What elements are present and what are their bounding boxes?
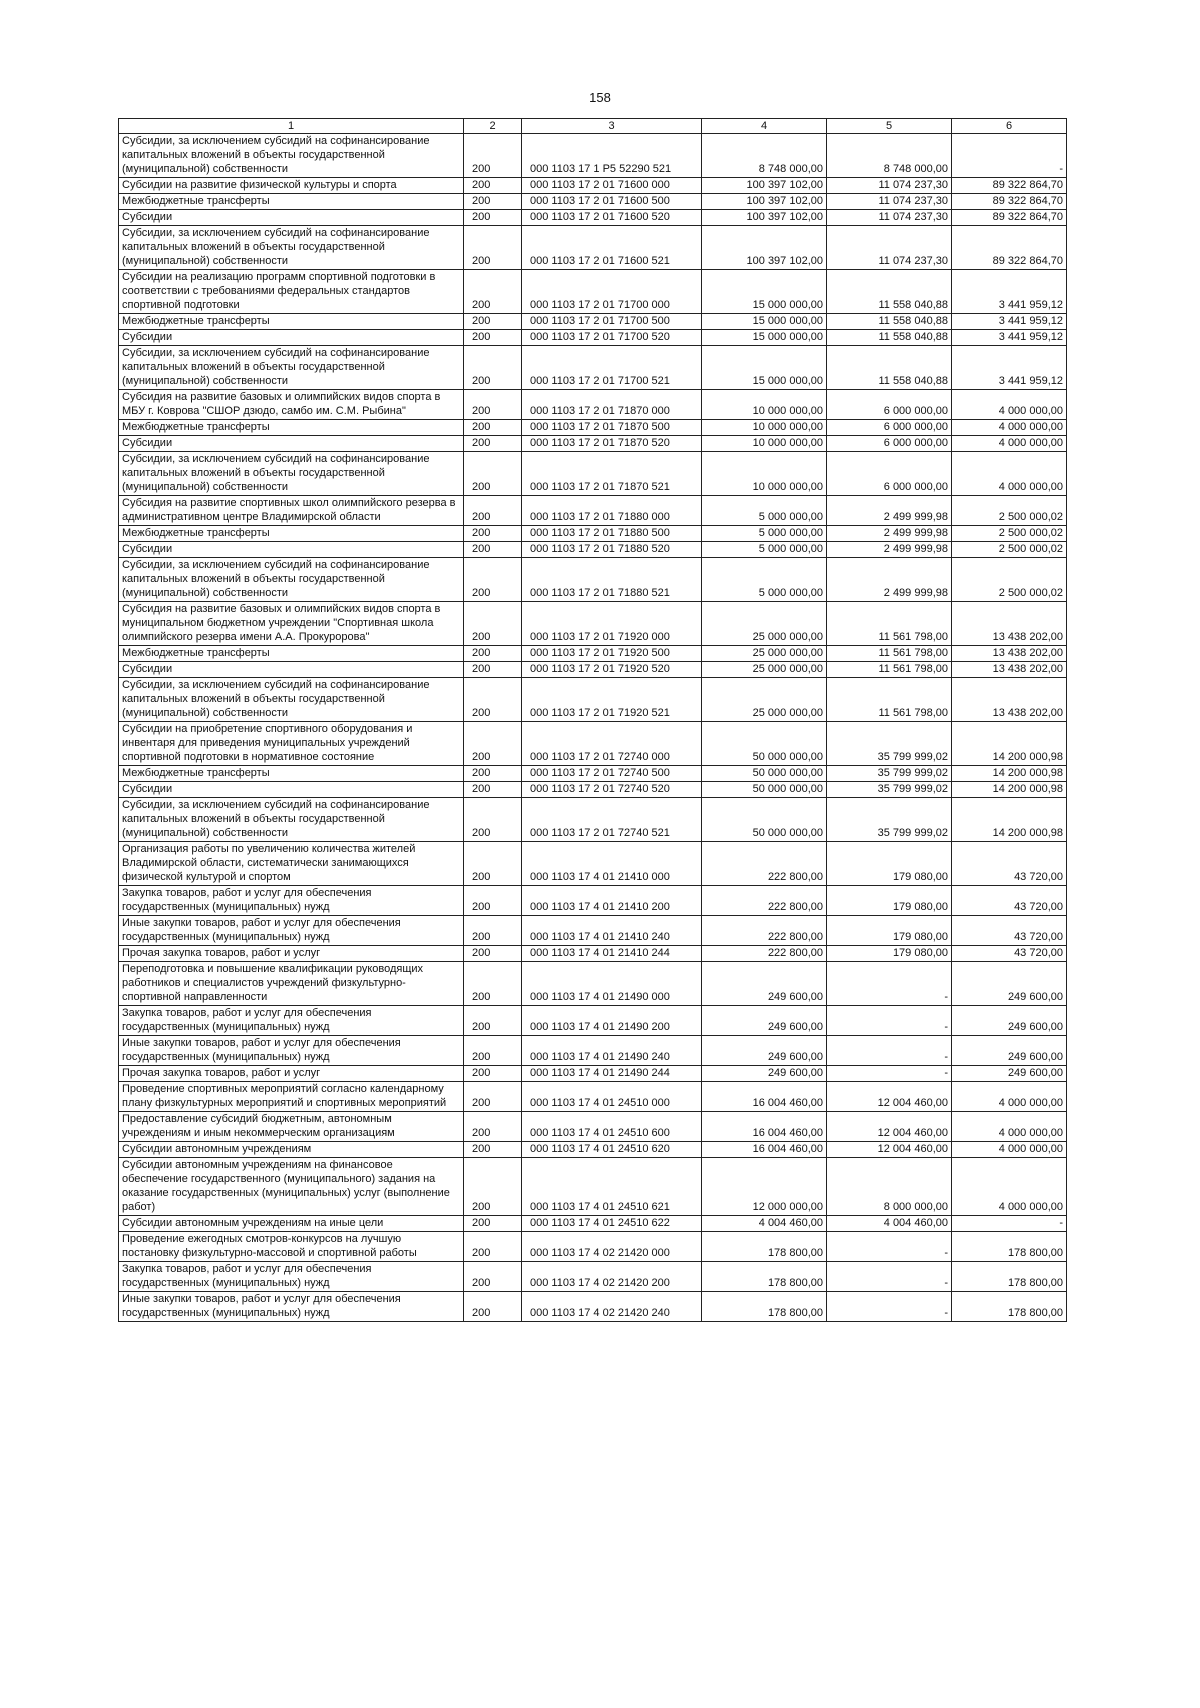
table-row — [119, 1082, 1067, 1112]
admin-code-cell: 200 — [464, 886, 522, 916]
table-row — [119, 662, 1067, 678]
unexecuted-amount-cell: - — [952, 134, 1067, 178]
table-row — [119, 782, 1067, 798]
executed-amount-cell: 11 558 040,88 — [827, 330, 952, 346]
approved-amount-cell: 10 000 000,00 — [702, 420, 827, 436]
approved-amount-cell: 100 397 102,00 — [702, 178, 827, 194]
approved-amount-cell: 50 000 000,00 — [702, 782, 827, 798]
table-row — [119, 646, 1067, 662]
admin-code-cell: 200 — [464, 1142, 522, 1158]
unexecuted-amount-cell: 3 441 959,12 — [952, 314, 1067, 330]
table-row — [119, 946, 1067, 962]
unexecuted-amount-cell: 4 000 000,00 — [952, 1142, 1067, 1158]
column-header: 4 — [702, 119, 827, 134]
approved-amount-cell: 25 000 000,00 — [702, 602, 827, 646]
item-name-cell: Субсидии автономным учреждениям на финансовое обеспечение государственного (муниципального) задания на оказание государственных (муниципальных) услуг (выполнение работ) — [119, 1158, 464, 1216]
approved-amount-cell: 15 000 000,00 — [702, 346, 827, 390]
approved-amount-cell: 222 800,00 — [702, 886, 827, 916]
approved-amount-cell: 10 000 000,00 — [702, 436, 827, 452]
budget-code-cell: 000 1103 17 2 01 71870 521 — [522, 452, 702, 496]
table-row — [119, 496, 1067, 526]
approved-amount-cell: 100 397 102,00 — [702, 210, 827, 226]
table-body — [119, 134, 1067, 1322]
unexecuted-amount-cell: 2 500 000,02 — [952, 496, 1067, 526]
approved-amount-cell: 178 800,00 — [702, 1292, 827, 1322]
table-row — [119, 602, 1067, 646]
item-name-cell: Субсидии на развитие физической культуры и спорта — [119, 178, 464, 194]
budget-code-cell: 000 1103 17 2 01 71880 500 — [522, 526, 702, 542]
executed-amount-cell: 35 799 999,02 — [827, 798, 952, 842]
unexecuted-amount-cell: 3 441 959,12 — [952, 330, 1067, 346]
approved-amount-cell: 222 800,00 — [702, 916, 827, 946]
executed-amount-cell: 11 074 237,30 — [827, 210, 952, 226]
budget-code-cell: 000 1103 17 2 01 71920 000 — [522, 602, 702, 646]
unexecuted-amount-cell: 4 000 000,00 — [952, 1112, 1067, 1142]
unexecuted-amount-cell: 43 720,00 — [952, 946, 1067, 962]
budget-code-cell: 000 1103 17 4 01 24510 621 — [522, 1158, 702, 1216]
item-name-cell: Субсидии на реализацию программ спортивной подготовки в соответствии с требованиями федеральных стандартов спортивной подготовки — [119, 270, 464, 314]
admin-code-cell: 200 — [464, 420, 522, 436]
table-row — [119, 178, 1067, 194]
table-row — [119, 420, 1067, 436]
table-row — [119, 1066, 1067, 1082]
unexecuted-amount-cell: 178 800,00 — [952, 1262, 1067, 1292]
executed-amount-cell: 6 000 000,00 — [827, 436, 952, 452]
admin-code-cell: 200 — [464, 602, 522, 646]
executed-amount-cell: 179 080,00 — [827, 886, 952, 916]
approved-amount-cell: 15 000 000,00 — [702, 330, 827, 346]
budget-code-cell: 000 1103 17 2 01 71600 000 — [522, 178, 702, 194]
table-row — [119, 226, 1067, 270]
approved-amount-cell: 100 397 102,00 — [702, 226, 827, 270]
unexecuted-amount-cell: 13 438 202,00 — [952, 646, 1067, 662]
admin-code-cell: 200 — [464, 1036, 522, 1066]
item-name-cell: Субсидии, за исключением субсидий на софинансирование капитальных вложений в объекты государственной (муниципальной) собственности — [119, 452, 464, 496]
budget-code-cell: 000 1103 17 2 01 71880 520 — [522, 542, 702, 558]
executed-amount-cell: - — [827, 962, 952, 1006]
executed-amount-cell: 11 074 237,30 — [827, 194, 952, 210]
admin-code-cell: 200 — [464, 330, 522, 346]
admin-code-cell: 200 — [464, 436, 522, 452]
budget-code-cell: 000 1103 17 4 01 24510 622 — [522, 1216, 702, 1232]
table-row — [119, 134, 1067, 178]
item-name-cell: Субсидии автономным учреждениям на иные цели — [119, 1216, 464, 1232]
budget-code-cell: 000 1103 17 4 01 21490 240 — [522, 1036, 702, 1066]
executed-amount-cell: 6 000 000,00 — [827, 420, 952, 436]
admin-code-cell: 200 — [464, 678, 522, 722]
table-row — [119, 1292, 1067, 1322]
column-header: 6 — [952, 119, 1067, 134]
approved-amount-cell: 10 000 000,00 — [702, 390, 827, 420]
table-row — [119, 1006, 1067, 1036]
executed-amount-cell: 11 558 040,88 — [827, 270, 952, 314]
table-row — [119, 798, 1067, 842]
executed-amount-cell: 2 499 999,98 — [827, 542, 952, 558]
budget-code-cell: 000 1103 17 4 01 24510 000 — [522, 1082, 702, 1112]
budget-table — [118, 118, 1067, 1322]
executed-amount-cell: 179 080,00 — [827, 842, 952, 886]
item-name-cell: Субсидии, за исключением субсидий на софинансирование капитальных вложений в объекты государственной (муниципальной) собственности — [119, 678, 464, 722]
admin-code-cell: 200 — [464, 194, 522, 210]
item-name-cell: Иные закупки товаров, работ и услуг для обеспечения государственных (муниципальных) нужд — [119, 1036, 464, 1066]
executed-amount-cell: 6 000 000,00 — [827, 452, 952, 496]
admin-code-cell: 200 — [464, 782, 522, 798]
executed-amount-cell: 2 499 999,98 — [827, 526, 952, 542]
table-row — [119, 270, 1067, 314]
item-name-cell: Прочая закупка товаров, работ и услуг — [119, 1066, 464, 1082]
approved-amount-cell: 249 600,00 — [702, 1006, 827, 1036]
budget-code-cell: 000 1103 17 4 01 24510 620 — [522, 1142, 702, 1158]
budget-code-cell: 000 1103 17 2 01 71920 521 — [522, 678, 702, 722]
executed-amount-cell: 11 558 040,88 — [827, 346, 952, 390]
executed-amount-cell: 35 799 999,02 — [827, 782, 952, 798]
executed-amount-cell: 8 000 000,00 — [827, 1158, 952, 1216]
approved-amount-cell: 249 600,00 — [702, 1036, 827, 1066]
item-name-cell: Прочая закупка товаров, работ и услуг — [119, 946, 464, 962]
approved-amount-cell: 5 000 000,00 — [702, 526, 827, 542]
executed-amount-cell: 11 074 237,30 — [827, 178, 952, 194]
unexecuted-amount-cell: 4 000 000,00 — [952, 452, 1067, 496]
admin-code-cell: 200 — [464, 798, 522, 842]
executed-amount-cell: - — [827, 1292, 952, 1322]
executed-amount-cell: 6 000 000,00 — [827, 390, 952, 420]
table-row — [119, 1142, 1067, 1158]
executed-amount-cell: 35 799 999,02 — [827, 722, 952, 766]
item-name-cell: Субсидии — [119, 662, 464, 678]
item-name-cell: Предоставление субсидий бюджетным, автономным учреждениям и иным некоммерческим организациям — [119, 1112, 464, 1142]
admin-code-cell: 200 — [464, 1158, 522, 1216]
unexecuted-amount-cell: 178 800,00 — [952, 1232, 1067, 1262]
item-name-cell: Иные закупки товаров, работ и услуг для обеспечения государственных (муниципальных) нужд — [119, 1292, 464, 1322]
item-name-cell: Проведение спортивных мероприятий согласно календарному плану физкультурных мероприятий и спортивных мероприятий — [119, 1082, 464, 1112]
item-name-cell: Переподготовка и повышение квалификации руководящих работников и специалистов учреждений физкультурно-спортивной направленности — [119, 962, 464, 1006]
unexecuted-amount-cell: 13 438 202,00 — [952, 602, 1067, 646]
item-name-cell: Межбюджетные трансферты — [119, 194, 464, 210]
item-name-cell: Субсидии — [119, 436, 464, 452]
approved-amount-cell: 178 800,00 — [702, 1262, 827, 1292]
budget-code-cell: 000 1103 17 1 P5 52290 521 — [522, 134, 702, 178]
unexecuted-amount-cell: 249 600,00 — [952, 962, 1067, 1006]
unexecuted-amount-cell: 3 441 959,12 — [952, 270, 1067, 314]
item-name-cell: Субсидии — [119, 330, 464, 346]
approved-amount-cell: 15 000 000,00 — [702, 270, 827, 314]
table-row — [119, 722, 1067, 766]
approved-amount-cell: 5 000 000,00 — [702, 496, 827, 526]
table-row — [119, 314, 1067, 330]
admin-code-cell: 200 — [464, 1216, 522, 1232]
budget-code-cell: 000 1103 17 4 01 21490 200 — [522, 1006, 702, 1036]
executed-amount-cell: 12 004 460,00 — [827, 1082, 952, 1112]
unexecuted-amount-cell: 4 000 000,00 — [952, 1082, 1067, 1112]
admin-code-cell: 200 — [464, 314, 522, 330]
item-name-cell: Субсидии автономным учреждениям — [119, 1142, 464, 1158]
budget-code-cell: 000 1103 17 2 01 72740 500 — [522, 766, 702, 782]
unexecuted-amount-cell: 89 322 864,70 — [952, 210, 1067, 226]
approved-amount-cell: 8 748 000,00 — [702, 134, 827, 178]
table-row — [119, 194, 1067, 210]
item-name-cell: Закупка товаров, работ и услуг для обеспечения государственных (муниципальных) нужд — [119, 886, 464, 916]
executed-amount-cell: - — [827, 1232, 952, 1262]
table-row — [119, 526, 1067, 542]
item-name-cell: Межбюджетные трансферты — [119, 766, 464, 782]
budget-code-cell: 000 1103 17 2 01 71870 520 — [522, 436, 702, 452]
item-name-cell: Субсидии, за исключением субсидий на софинансирование капитальных вложений в объекты государственной (муниципальной) собственности — [119, 226, 464, 270]
table-row — [119, 842, 1067, 886]
table-row — [119, 1216, 1067, 1232]
budget-code-cell: 000 1103 17 4 01 21410 244 — [522, 946, 702, 962]
approved-amount-cell: 100 397 102,00 — [702, 194, 827, 210]
admin-code-cell: 200 — [464, 226, 522, 270]
executed-amount-cell: - — [827, 1262, 952, 1292]
unexecuted-amount-cell: 4 000 000,00 — [952, 436, 1067, 452]
table-row — [119, 1232, 1067, 1262]
item-name-cell: Закупка товаров, работ и услуг для обеспечения государственных (муниципальных) нужд — [119, 1262, 464, 1292]
admin-code-cell: 200 — [464, 1066, 522, 1082]
item-name-cell: Субсидия на развитие базовых и олимпийских видов спорта в муниципальном бюджетном учреждении "Спортивная школа олимпийского резерва имени А.А. Прокуророва" — [119, 602, 464, 646]
approved-amount-cell: 249 600,00 — [702, 1066, 827, 1082]
unexecuted-amount-cell: 4 000 000,00 — [952, 1158, 1067, 1216]
item-name-cell: Субсидии, за исключением субсидий на софинансирование капитальных вложений в объекты государственной (муниципальной) собственности — [119, 134, 464, 178]
executed-amount-cell: 35 799 999,02 — [827, 766, 952, 782]
unexecuted-amount-cell: 14 200 000,98 — [952, 798, 1067, 842]
item-name-cell: Субсидии — [119, 210, 464, 226]
item-name-cell: Субсидии — [119, 782, 464, 798]
table-row — [119, 916, 1067, 946]
approved-amount-cell: 178 800,00 — [702, 1232, 827, 1262]
table-row — [119, 390, 1067, 420]
executed-amount-cell: - — [827, 1036, 952, 1066]
item-name-cell: Закупка товаров, работ и услуг для обеспечения государственных (муниципальных) нужд — [119, 1006, 464, 1036]
unexecuted-amount-cell: 43 720,00 — [952, 886, 1067, 916]
table-row — [119, 436, 1067, 452]
item-name-cell: Субсидии, за исключением субсидий на софинансирование капитальных вложений в объекты государственной (муниципальной) собственности — [119, 798, 464, 842]
item-name-cell: Субсидии, за исключением субсидий на софинансирование капитальных вложений в объекты государственной (муниципальной) собственности — [119, 558, 464, 602]
item-name-cell: Межбюджетные трансферты — [119, 420, 464, 436]
budget-code-cell: 000 1103 17 2 01 71880 000 — [522, 496, 702, 526]
unexecuted-amount-cell: 4 000 000,00 — [952, 420, 1067, 436]
approved-amount-cell: 5 000 000,00 — [702, 542, 827, 558]
budget-code-cell: 000 1103 17 4 01 21410 200 — [522, 886, 702, 916]
budget-code-cell: 000 1103 17 2 01 71920 500 — [522, 646, 702, 662]
admin-code-cell: 200 — [464, 916, 522, 946]
budget-code-cell: 000 1103 17 2 01 71700 520 — [522, 330, 702, 346]
item-name-cell: Организация работы по увеличению количества жителей Владимирской области, систематически занимающихся физической культурой и спортом — [119, 842, 464, 886]
table-row — [119, 330, 1067, 346]
table-row — [119, 210, 1067, 226]
executed-amount-cell: 12 004 460,00 — [827, 1112, 952, 1142]
item-name-cell: Субсидии на приобретение спортивного оборудования и инвентаря для приведения муниципальных учреждений спортивной подготовки в нормативное состояние — [119, 722, 464, 766]
budget-code-cell: 000 1103 17 4 01 21490 244 — [522, 1066, 702, 1082]
admin-code-cell: 200 — [464, 270, 522, 314]
admin-code-cell: 200 — [464, 1292, 522, 1322]
executed-amount-cell: - — [827, 1066, 952, 1082]
item-name-cell: Межбюджетные трансферты — [119, 526, 464, 542]
admin-code-cell: 200 — [464, 766, 522, 782]
budget-code-cell: 000 1103 17 4 01 24510 600 — [522, 1112, 702, 1142]
column-header: 3 — [522, 119, 702, 134]
item-name-cell: Проведение ежегодных смотров-конкурсов на лучшую постановку физкультурно-массовой и спортивной работы — [119, 1232, 464, 1262]
budget-code-cell: 000 1103 17 4 02 21420 200 — [522, 1262, 702, 1292]
item-name-cell: Субсидия на развитие спортивных школ олимпийского резерва в административном центре Владимирской области — [119, 496, 464, 526]
column-header: 2 — [464, 119, 522, 134]
table-row — [119, 542, 1067, 558]
executed-amount-cell: 2 499 999,98 — [827, 496, 952, 526]
admin-code-cell: 200 — [464, 1082, 522, 1112]
item-name-cell: Субсидии — [119, 542, 464, 558]
item-name-cell: Иные закупки товаров, работ и услуг для обеспечения государственных (муниципальных) нужд — [119, 916, 464, 946]
budget-code-cell: 000 1103 17 2 01 71870 500 — [522, 420, 702, 436]
admin-code-cell: 200 — [464, 722, 522, 766]
approved-amount-cell: 16 004 460,00 — [702, 1142, 827, 1158]
budget-code-cell: 000 1103 17 2 01 71600 521 — [522, 226, 702, 270]
budget-code-cell: 000 1103 17 2 01 71870 000 — [522, 390, 702, 420]
unexecuted-amount-cell: 13 438 202,00 — [952, 678, 1067, 722]
admin-code-cell: 200 — [464, 346, 522, 390]
unexecuted-amount-cell: 2 500 000,02 — [952, 526, 1067, 542]
table-row — [119, 346, 1067, 390]
admin-code-cell: 200 — [464, 1262, 522, 1292]
unexecuted-amount-cell: 43 720,00 — [952, 842, 1067, 886]
admin-code-cell: 200 — [464, 134, 522, 178]
approved-amount-cell: 4 004 460,00 — [702, 1216, 827, 1232]
unexecuted-amount-cell: - — [952, 1216, 1067, 1232]
budget-code-cell: 000 1103 17 2 01 71600 520 — [522, 210, 702, 226]
executed-amount-cell: 11 561 798,00 — [827, 662, 952, 678]
executed-amount-cell: 179 080,00 — [827, 946, 952, 962]
budget-code-cell: 000 1103 17 2 01 72740 520 — [522, 782, 702, 798]
budget-code-cell: 000 1103 17 2 01 71920 520 — [522, 662, 702, 678]
approved-amount-cell: 222 800,00 — [702, 842, 827, 886]
executed-amount-cell: 11 558 040,88 — [827, 314, 952, 330]
unexecuted-amount-cell: 89 322 864,70 — [952, 226, 1067, 270]
admin-code-cell: 200 — [464, 452, 522, 496]
item-name-cell: Субсидия на развитие базовых и олимпийских видов спорта в МБУ г. Коврова "СШОР дзюдо, самбо им. С.М. Рыбина" — [119, 390, 464, 420]
approved-amount-cell: 25 000 000,00 — [702, 646, 827, 662]
executed-amount-cell: 11 074 237,30 — [827, 226, 952, 270]
approved-amount-cell: 16 004 460,00 — [702, 1112, 827, 1142]
budget-code-cell: 000 1103 17 2 01 72740 521 — [522, 798, 702, 842]
budget-code-cell: 000 1103 17 4 02 21420 000 — [522, 1232, 702, 1262]
unexecuted-amount-cell: 2 500 000,02 — [952, 542, 1067, 558]
admin-code-cell: 200 — [464, 1006, 522, 1036]
admin-code-cell: 200 — [464, 1112, 522, 1142]
executed-amount-cell: 11 561 798,00 — [827, 646, 952, 662]
executed-amount-cell: 11 561 798,00 — [827, 678, 952, 722]
approved-amount-cell: 50 000 000,00 — [702, 798, 827, 842]
executed-amount-cell: 8 748 000,00 — [827, 134, 952, 178]
admin-code-cell: 200 — [464, 526, 522, 542]
unexecuted-amount-cell: 89 322 864,70 — [952, 194, 1067, 210]
admin-code-cell: 200 — [464, 542, 522, 558]
approved-amount-cell: 249 600,00 — [702, 962, 827, 1006]
table-row — [119, 1262, 1067, 1292]
executed-amount-cell: 4 004 460,00 — [827, 1216, 952, 1232]
budget-code-cell: 000 1103 17 2 01 71700 500 — [522, 314, 702, 330]
executed-amount-cell: 11 561 798,00 — [827, 602, 952, 646]
unexecuted-amount-cell: 4 000 000,00 — [952, 390, 1067, 420]
header-row — [119, 119, 1067, 134]
budget-code-cell: 000 1103 17 2 01 71600 500 — [522, 194, 702, 210]
admin-code-cell: 200 — [464, 962, 522, 1006]
approved-amount-cell: 5 000 000,00 — [702, 558, 827, 602]
budget-code-cell: 000 1103 17 2 01 71700 000 — [522, 270, 702, 314]
column-header: 5 — [827, 119, 952, 134]
unexecuted-amount-cell: 3 441 959,12 — [952, 346, 1067, 390]
table-row — [119, 452, 1067, 496]
unexecuted-amount-cell: 13 438 202,00 — [952, 662, 1067, 678]
item-name-cell: Межбюджетные трансферты — [119, 314, 464, 330]
admin-code-cell: 200 — [464, 210, 522, 226]
admin-code-cell: 200 — [464, 662, 522, 678]
admin-code-cell: 200 — [464, 558, 522, 602]
table-row — [119, 766, 1067, 782]
unexecuted-amount-cell: 249 600,00 — [952, 1006, 1067, 1036]
approved-amount-cell: 16 004 460,00 — [702, 1082, 827, 1112]
executed-amount-cell: 179 080,00 — [827, 916, 952, 946]
column-header: 1 — [119, 119, 464, 134]
approved-amount-cell: 25 000 000,00 — [702, 662, 827, 678]
unexecuted-amount-cell: 249 600,00 — [952, 1036, 1067, 1066]
item-name-cell: Субсидии, за исключением субсидий на софинансирование капитальных вложений в объекты государственной (муниципальной) собственности — [119, 346, 464, 390]
unexecuted-amount-cell: 249 600,00 — [952, 1066, 1067, 1082]
table-row — [119, 1158, 1067, 1216]
table-row — [119, 1036, 1067, 1066]
admin-code-cell: 200 — [464, 178, 522, 194]
admin-code-cell: 200 — [464, 496, 522, 526]
approved-amount-cell: 50 000 000,00 — [702, 722, 827, 766]
table-row — [119, 1112, 1067, 1142]
unexecuted-amount-cell: 89 322 864,70 — [952, 178, 1067, 194]
admin-code-cell: 200 — [464, 1232, 522, 1262]
unexecuted-amount-cell: 14 200 000,98 — [952, 722, 1067, 766]
approved-amount-cell: 222 800,00 — [702, 946, 827, 962]
approved-amount-cell: 50 000 000,00 — [702, 766, 827, 782]
admin-code-cell: 200 — [464, 842, 522, 886]
budget-code-cell: 000 1103 17 4 01 21410 000 — [522, 842, 702, 886]
budget-code-cell: 000 1103 17 4 01 21410 240 — [522, 916, 702, 946]
item-name-cell: Межбюджетные трансферты — [119, 646, 464, 662]
approved-amount-cell: 15 000 000,00 — [702, 314, 827, 330]
budget-code-cell: 000 1103 17 4 01 21490 000 — [522, 962, 702, 1006]
admin-code-cell: 200 — [464, 646, 522, 662]
executed-amount-cell: - — [827, 1006, 952, 1036]
unexecuted-amount-cell: 2 500 000,02 — [952, 558, 1067, 602]
unexecuted-amount-cell: 178 800,00 — [952, 1292, 1067, 1322]
table-row — [119, 962, 1067, 1006]
unexecuted-amount-cell: 43 720,00 — [952, 916, 1067, 946]
approved-amount-cell: 10 000 000,00 — [702, 452, 827, 496]
unexecuted-amount-cell: 14 200 000,98 — [952, 782, 1067, 798]
table-row — [119, 678, 1067, 722]
approved-amount-cell: 12 000 000,00 — [702, 1158, 827, 1216]
budget-code-cell: 000 1103 17 2 01 72740 000 — [522, 722, 702, 766]
budget-code-cell: 000 1103 17 2 01 71700 521 — [522, 346, 702, 390]
page-number: 158 — [589, 90, 611, 105]
executed-amount-cell: 12 004 460,00 — [827, 1142, 952, 1158]
table-row — [119, 558, 1067, 602]
unexecuted-amount-cell: 14 200 000,98 — [952, 766, 1067, 782]
executed-amount-cell: 2 499 999,98 — [827, 558, 952, 602]
budget-code-cell: 000 1103 17 2 01 71880 521 — [522, 558, 702, 602]
budget-code-cell: 000 1103 17 4 02 21420 240 — [522, 1292, 702, 1322]
table-row — [119, 886, 1067, 916]
admin-code-cell: 200 — [464, 390, 522, 420]
admin-code-cell: 200 — [464, 946, 522, 962]
approved-amount-cell: 25 000 000,00 — [702, 678, 827, 722]
